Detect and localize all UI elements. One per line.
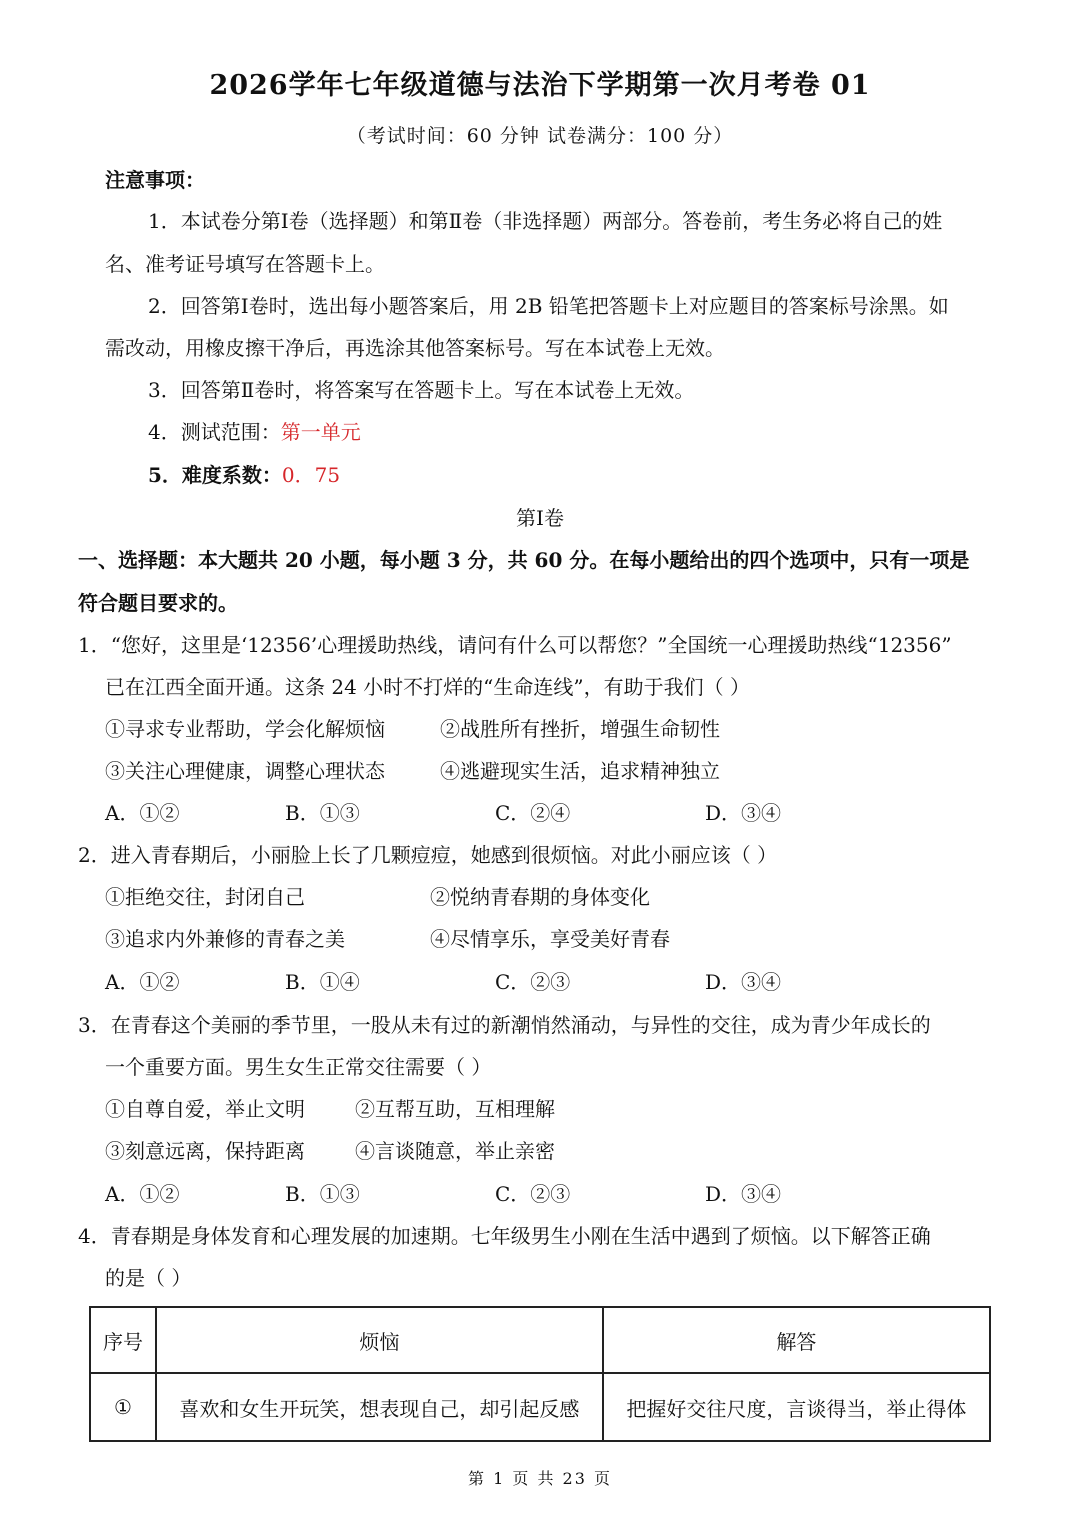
question-1-stem: 1．“您好，这里是‘12356’心理援助热线，请问有什么可以帮您？”全国统一心理援助热线“12356”: [78, 633, 952, 657]
question-1-statement-3: ③关注心理健康，调整心理状态: [105, 759, 385, 783]
question-1-option-a: A．①②: [105, 801, 180, 825]
question-4-table: [89, 1306, 991, 1442]
question-3-statement-2: ②互帮互助，互相理解: [355, 1097, 555, 1121]
test-scope-value: 第一单元: [280, 420, 361, 444]
table-cell: ①: [90, 1373, 156, 1441]
question-3-stem: 3．在青春这个美丽的季节里，一股从未有过的新潮悄然涌动，与异性的交往，成为青少年成长的: [78, 1013, 931, 1037]
question-1-statement-2: ②战胜所有挫折，增强生命韧性: [440, 717, 720, 741]
question-2-option-c: C．②③: [495, 970, 571, 994]
question-1-statement-4: ④逃避现实生活，追求精神独立: [440, 759, 720, 783]
question-3-stem-cont: 一个重要方面。男生女生正常交往需要（ ）: [105, 1055, 492, 1079]
question-2-stem: 2．进入青春期后，小丽脸上长了几颗痘痘，她感到很烦恼。对此小丽应该（ ）: [78, 843, 778, 867]
question-2-statement-2: ②悦纳青春期的身体变化: [430, 885, 650, 909]
table-header-cell: 解答: [603, 1307, 990, 1373]
question-3-option-a: A．①②: [105, 1182, 180, 1206]
exam-info: （考试时间：60 分钟 试卷满分：100 分）: [346, 125, 734, 147]
question-1-option-c: C．②④: [495, 801, 571, 825]
section-heading-cont: 符合题目要求的。: [78, 591, 238, 615]
question-3-statement-3: ③刻意远离，保持距离: [105, 1139, 305, 1163]
question-3-option-d: D．③④: [705, 1182, 782, 1206]
difficulty-label: 5．难度系数：: [148, 463, 282, 487]
question-4-stem-cont: 的是（ ）: [105, 1266, 192, 1290]
question-2-statement-3: ③追求内外兼修的青春之美: [105, 927, 345, 951]
question-4-stem: 4．青春期是身体发育和心理发展的加速期。七年级男生小刚在生活中遇到了烦恼。以下解答正确: [78, 1224, 931, 1248]
question-3-statement-1: ①自尊自爱，举止文明: [105, 1097, 305, 1121]
volume-heading: 第Ⅰ卷: [516, 506, 564, 530]
notice-item-2-cont: 需改动，用橡皮擦干净后，再选涂其他答案标号。写在本试卷上无效。: [105, 336, 725, 360]
table-cell: 把握好交往尺度，言谈得当，举止得体: [603, 1373, 990, 1441]
page-title: 2026学年七年级道德与法治下学期第一次月考卷 01: [209, 70, 871, 101]
notice-item-4: [148, 418, 361, 446]
question-3-option-b: B．①③: [285, 1182, 360, 1206]
notice-item-1: 1．本试卷分第Ⅰ卷（选择题）和第Ⅱ卷（非选择题）两部分。答卷前，考生务必将自己的姓: [148, 209, 943, 233]
notice-item-2: 2．回答第Ⅰ卷时，选出每小题答案后，用 2B 铅笔把答题卡上对应题目的答案标号涂黑。如: [148, 294, 949, 318]
table-header-cell: 烦恼: [156, 1307, 603, 1373]
page-footer: 第 1 页 共 23 页: [468, 1469, 612, 1488]
table-cell: 喜欢和女生开玩笑，想表现自己，却引起反感: [156, 1373, 603, 1441]
question-1-statement-1: ①寻求专业帮助，学会化解烦恼: [105, 717, 385, 741]
question-1-option-b: B．①③: [285, 801, 360, 825]
notice-item-5: [148, 461, 340, 489]
test-scope-label: 4．测试范围：: [148, 420, 281, 444]
question-2-option-a: A．①②: [105, 970, 180, 994]
notice-heading: 注意事项：: [105, 168, 205, 192]
question-2-statement-4: ④尽情享乐，享受美好青春: [430, 927, 670, 951]
question-2-option-d: D．③④: [705, 970, 782, 994]
question-2-option-b: B．①④: [285, 970, 360, 994]
section-heading: 一、选择题：本大题共 20 小题，每小题 3 分，共 60 分。在每小题给出的四个选项中，只有一项是: [78, 548, 970, 572]
question-3-statement-4: ④言谈随意，举止亲密: [355, 1139, 555, 1163]
difficulty-value: 0．75: [281, 463, 341, 487]
table-header-cell: 序号: [90, 1307, 156, 1373]
question-1-stem-cont: 已在江西全面开通。这条 24 小时不打烊的“生命连线”，有助于我们（ ）: [105, 675, 750, 699]
question-1-option-d: D．③④: [705, 801, 782, 825]
question-3-option-c: C．②③: [495, 1182, 571, 1206]
question-2-statement-1: ①拒绝交往，封闭自己: [105, 885, 305, 909]
table-row: [90, 1373, 990, 1441]
notice-item-3: 3．回答第Ⅱ卷时，将答案写在答题卡上。写在本试卷上无效。: [148, 378, 695, 402]
table-header-row: [90, 1307, 990, 1373]
notice-item-1-cont: 名、准考证号填写在答题卡上。: [105, 252, 385, 276]
